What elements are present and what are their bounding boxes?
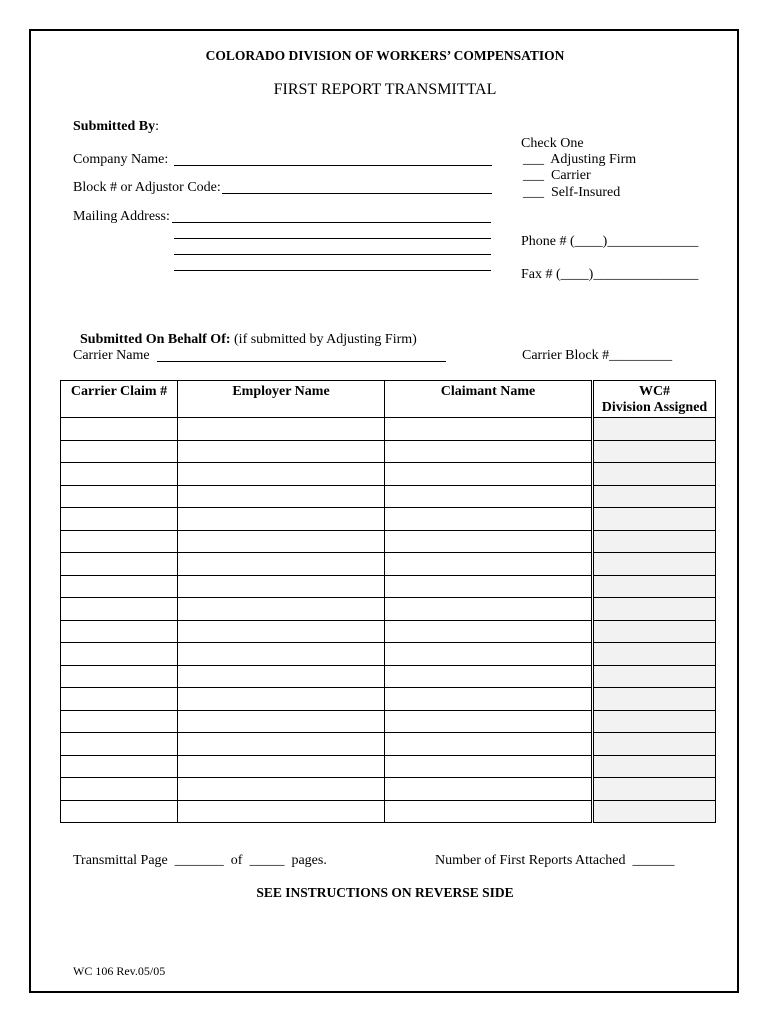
claimant-name-cell[interactable] <box>385 710 593 733</box>
carrier-claim-cell[interactable] <box>61 643 178 666</box>
wc-division-cell[interactable] <box>593 800 716 823</box>
reports-attached-line <box>435 853 675 869</box>
carrier-claim-cell[interactable] <box>61 620 178 643</box>
carrier-claim-cell[interactable] <box>61 463 178 486</box>
mailing-address-label: Mailing Address: <box>73 209 170 224</box>
claimant-name-cell[interactable] <box>385 688 593 711</box>
carrier-claim-cell[interactable] <box>61 778 178 801</box>
employer-name-cell[interactable] <box>178 710 385 733</box>
table-row <box>61 575 716 598</box>
submitted-by-colon: : <box>155 119 159 134</box>
claimant-name-cell[interactable] <box>385 485 593 508</box>
phone-field[interactable]: Phone # (____)_____________ <box>521 234 699 249</box>
company-name-label: Company Name: <box>73 152 169 167</box>
employer-name-cell[interactable] <box>178 733 385 756</box>
carrier-claim-cell[interactable] <box>61 598 178 621</box>
mailing-address-line-1[interactable] <box>172 222 491 223</box>
submitted-by-label: Submitted By <box>73 119 156 134</box>
wc-division-cell[interactable] <box>593 575 716 598</box>
mailing-address-line-3[interactable] <box>174 254 491 255</box>
wc-division-cell[interactable] <box>593 463 716 486</box>
wc-division-cell[interactable] <box>593 553 716 576</box>
employer-name-cell[interactable] <box>178 755 385 778</box>
claimant-name-cell[interactable] <box>385 440 593 463</box>
carrier-claim-cell[interactable] <box>61 530 178 553</box>
submitted-by-heading <box>73 119 159 135</box>
col-carrier-claim: Carrier Claim # <box>61 381 178 418</box>
claims-table <box>60 380 716 823</box>
option-carrier[interactable]: ___ Carrier <box>523 168 591 183</box>
fax-field[interactable]: Fax # (____)_______________ <box>521 267 699 282</box>
employer-name-cell[interactable] <box>178 620 385 643</box>
table-row <box>61 530 716 553</box>
claimant-name-cell[interactable] <box>385 800 593 823</box>
col-employer-name: Employer Name <box>178 381 385 418</box>
wc-division-cell[interactable] <box>593 778 716 801</box>
table-row <box>61 643 716 666</box>
behalf-heading <box>73 316 417 348</box>
carrier-block-field[interactable]: Carrier Block #_________ <box>522 348 673 363</box>
table-row <box>61 688 716 711</box>
carrier-claim-cell[interactable] <box>61 665 178 688</box>
table-row <box>61 440 716 463</box>
claimant-name-cell[interactable] <box>385 508 593 531</box>
claimant-name-cell[interactable] <box>385 733 593 756</box>
form-number: WC 106 Rev.05/05 <box>73 964 166 978</box>
company-name-field[interactable] <box>174 165 492 166</box>
claimant-name-cell[interactable] <box>385 665 593 688</box>
instructions-note: SEE INSTRUCTIONS ON REVERSE SIDE <box>256 885 514 900</box>
carrier-claim-cell[interactable] <box>61 440 178 463</box>
claimant-name-cell[interactable] <box>385 463 593 486</box>
wc-division-cell[interactable] <box>593 418 716 441</box>
wc-division-cell[interactable] <box>593 620 716 643</box>
form-title: FIRST REPORT TRANSMITTAL <box>273 81 497 98</box>
table-row <box>61 418 716 441</box>
total-pages-field[interactable]: _____ <box>249 853 285 868</box>
employer-name-cell[interactable] <box>178 508 385 531</box>
claimant-name-cell[interactable] <box>385 575 593 598</box>
employer-name-cell[interactable] <box>178 643 385 666</box>
of-text: of <box>230 853 243 868</box>
mailing-address-line-2[interactable] <box>174 238 491 239</box>
employer-name-cell[interactable] <box>178 418 385 441</box>
col-claimant-name: Claimant Name <box>385 381 593 418</box>
wc-division-cell[interactable] <box>593 688 716 711</box>
check-one-label: Check One <box>521 136 584 151</box>
carrier-claim-cell[interactable] <box>61 485 178 508</box>
claimant-name-cell[interactable] <box>385 643 593 666</box>
employer-name-cell[interactable] <box>178 598 385 621</box>
mailing-address-line-4[interactable] <box>174 270 491 271</box>
claimant-name-cell[interactable] <box>385 778 593 801</box>
wc-division-cell[interactable] <box>593 485 716 508</box>
carrier-claim-cell[interactable] <box>61 508 178 531</box>
employer-name-cell[interactable] <box>178 688 385 711</box>
claimant-name-cell[interactable] <box>385 620 593 643</box>
wc-division-cell[interactable] <box>593 710 716 733</box>
table-row <box>61 778 716 801</box>
table-row <box>61 598 716 621</box>
col-wc-division <box>593 381 716 418</box>
carrier-claim-cell[interactable] <box>61 553 178 576</box>
table-row <box>61 800 716 823</box>
reports-attached-label: Number of First Reports Attached <box>435 853 626 868</box>
table-row <box>61 485 716 508</box>
carrier-claim-cell[interactable] <box>61 733 178 756</box>
block-code-label: Block # or Adjustor Code: <box>73 180 221 195</box>
transmittal-page-label: Transmittal Page <box>73 853 168 868</box>
option-adjusting-firm[interactable]: ___ Adjusting Firm <box>523 152 637 167</box>
pages-text: pages. <box>291 853 327 868</box>
table-row <box>61 755 716 778</box>
table-row <box>61 710 716 733</box>
claimant-name-cell[interactable] <box>385 418 593 441</box>
table-row <box>61 553 716 576</box>
col-wc-label: WC# <box>638 384 671 399</box>
table-header-row <box>61 381 716 418</box>
claimant-name-cell[interactable] <box>385 553 593 576</box>
wc-division-cell[interactable] <box>593 440 716 463</box>
employer-name-cell[interactable] <box>178 440 385 463</box>
carrier-claim-cell[interactable] <box>61 575 178 598</box>
carrier-claim-cell[interactable] <box>61 688 178 711</box>
wc-division-cell[interactable] <box>593 733 716 756</box>
block-code-field[interactable] <box>222 193 492 194</box>
employer-name-cell[interactable] <box>178 530 385 553</box>
employer-name-cell[interactable] <box>178 800 385 823</box>
wc-division-cell[interactable] <box>593 755 716 778</box>
table-row <box>61 463 716 486</box>
claimant-name-cell[interactable] <box>385 598 593 621</box>
behalf-note: (if submitted by Adjusting Firm) <box>230 332 417 347</box>
table-body <box>61 418 716 823</box>
table-row <box>61 508 716 531</box>
carrier-claim-cell[interactable] <box>61 418 178 441</box>
page-number-field[interactable]: _______ <box>174 853 224 868</box>
carrier-name-field[interactable] <box>157 361 446 362</box>
carrier-claim-cell[interactable] <box>61 800 178 823</box>
wc-division-cell[interactable] <box>593 643 716 666</box>
employer-name-cell[interactable] <box>178 575 385 598</box>
wc-division-cell[interactable] <box>593 530 716 553</box>
carrier-claim-cell[interactable] <box>61 755 178 778</box>
claimant-name-cell[interactable] <box>385 530 593 553</box>
wc-division-cell[interactable] <box>593 508 716 531</box>
behalf-label: Submitted On Behalf Of: <box>80 332 231 347</box>
wc-division-cell[interactable] <box>593 665 716 688</box>
agency-title: COLORADO DIVISION OF WORKERS’ COMPENSATION <box>205 48 565 63</box>
table-row <box>61 620 716 643</box>
col-division-label: Division Assigned <box>601 400 708 415</box>
reports-attached-field[interactable]: ______ <box>632 853 675 868</box>
carrier-claim-cell[interactable] <box>61 710 178 733</box>
table-row <box>61 665 716 688</box>
table-row <box>61 733 716 756</box>
employer-name-cell[interactable] <box>178 553 385 576</box>
employer-name-cell[interactable] <box>178 778 385 801</box>
employer-name-cell[interactable] <box>178 463 385 486</box>
employer-name-cell[interactable] <box>178 665 385 688</box>
claimant-name-cell[interactable] <box>385 755 593 778</box>
transmittal-page-line <box>73 853 327 869</box>
option-self-insured[interactable]: ___ Self-Insured <box>523 185 621 200</box>
employer-name-cell[interactable] <box>178 485 385 508</box>
carrier-name-label: Carrier Name <box>73 348 150 363</box>
wc-division-cell[interactable] <box>593 598 716 621</box>
